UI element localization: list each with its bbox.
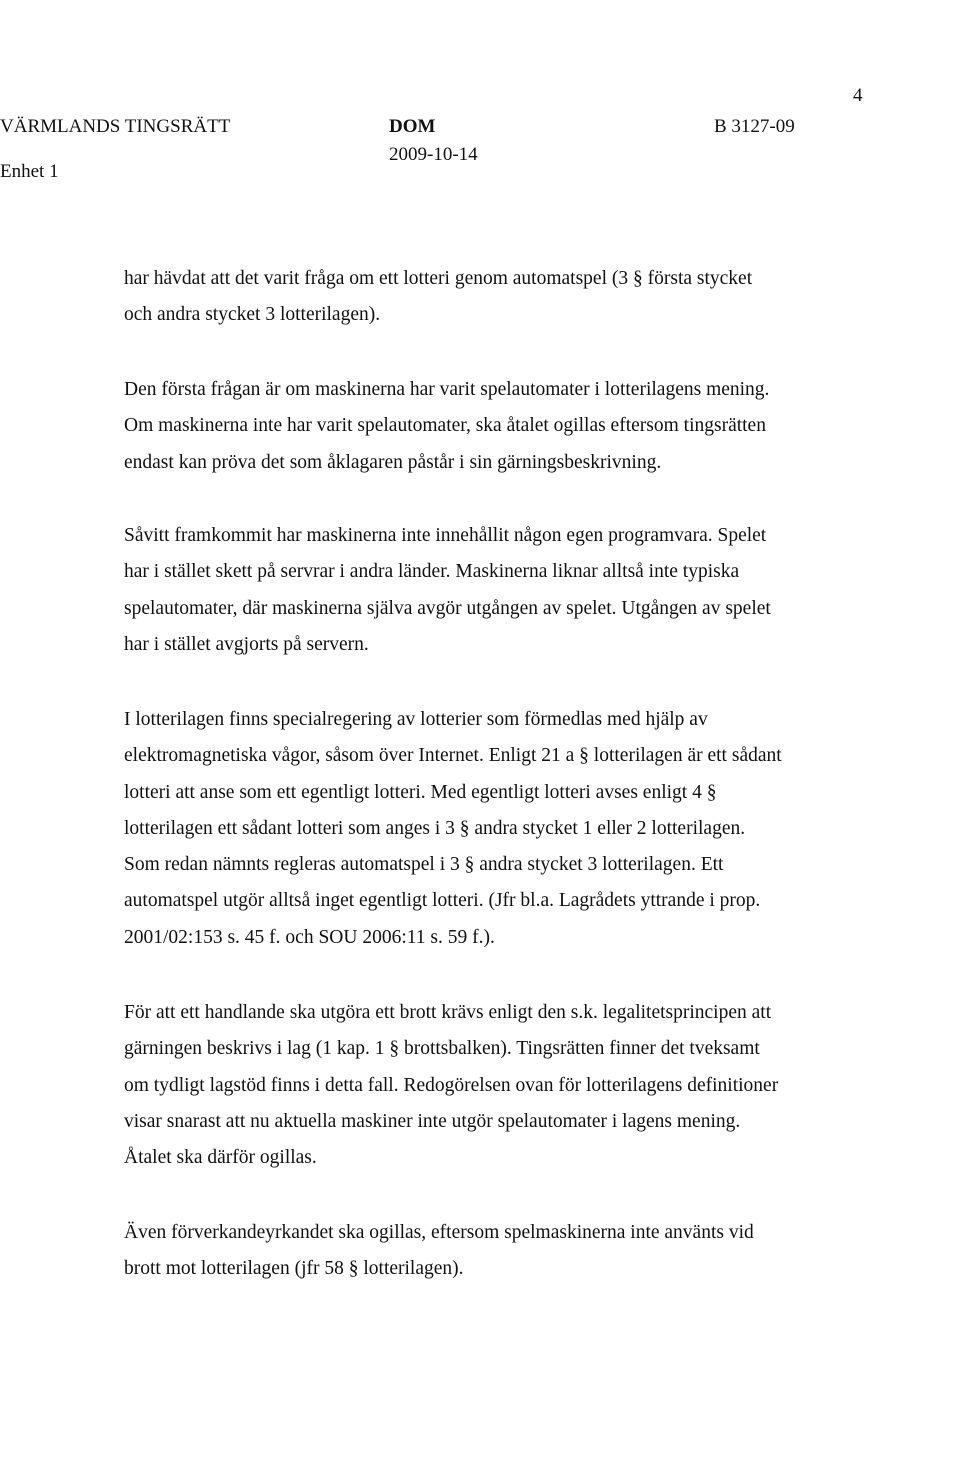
body-paragraph: [124, 372, 864, 481]
case-number: B 3127-09: [714, 116, 795, 137]
paragraph-line: om tydligt lagstöd finns i detta fall. Redogörelsen ovan för lotterilagens definitioner: [124, 1074, 779, 1096]
paragraph-line: För att ett handlande ska utgöra ett brott krävs enligt den s.k. legalitetsprincipen att: [124, 1002, 772, 1023]
paragraph-line: spelautomater, där maskinerna själva avgör utgången av spelet. Utgången av spelet: [124, 597, 771, 619]
paragraph-line: brott mot lotterilagen (jfr 58 § lotterilagen).: [124, 1258, 464, 1280]
paragraph-line: lotteri att anse som ett egentligt lotteri. Med egentligt lotteri avses enligt 4 §: [124, 781, 717, 803]
paragraph-line: har i stället skett på servrar i andra länder. Maskinerna liknar alltså inte typiska: [124, 561, 740, 583]
page-number: 4: [853, 85, 863, 106]
body-paragraph: [124, 1215, 864, 1288]
body-paragraph: [124, 261, 864, 334]
paragraph-line: har i stället avgjorts på servern.: [124, 633, 369, 655]
paragraph-line: Även förverkandeyrkandet ska ogillas, eftersom spelmaskinerna inte använts vid: [124, 1222, 754, 1243]
paragraph-line: lotterilagen ett sådant lotteri som anges i 3 § andra stycket 1 eller 2 lotterilagen.: [124, 817, 746, 839]
paragraph-line: Såvitt framkommit har maskinerna inte innehållit någon egen programvara. Spelet: [124, 525, 767, 546]
paragraph-line: Som redan nämnts regleras automatspel i 3 § andra stycket 3 lotterilagen. Ett: [124, 854, 724, 876]
court-name: VÄRMLANDS TINGSRÄTT: [0, 116, 231, 137]
paragraph-line: har hävdat att det varit fråga om ett lotteri genom automatspel (3 § första stycket: [124, 268, 753, 289]
document-date: 2009-10-14: [389, 144, 478, 165]
paragraph-line: Åtalet ska därför ogillas.: [124, 1147, 317, 1169]
paragraph-line: elektromagnetiska vågor, såsom över Internet. Enligt 21 a § lotterilagen är ett sådant: [124, 745, 782, 767]
body-paragraph: [124, 702, 864, 956]
paragraph-line: och andra stycket 3 lotterilagen).: [124, 304, 381, 326]
document-type: DOM: [389, 116, 436, 137]
paragraph-line: 2001/02:153 s. 45 f. och SOU 2006:11 s. 59 f.).: [124, 926, 495, 948]
paragraph-line: visar snarast att nu aktuella maskiner inte utgör spelautomater i lagens mening.: [124, 1110, 741, 1132]
paragraph-line: endast kan pröva det som åklagaren påstår i sin gärningsbeskrivning.: [124, 451, 662, 473]
paragraph-line: Om maskinerna inte har varit spelautomater, ska åtalet ogillas eftersom tingsrätten: [124, 415, 766, 437]
body-paragraph: [124, 995, 864, 1176]
unit-name: Enhet 1: [0, 161, 59, 182]
paragraph-line: automatspel utgör alltså inget egentligt lotteri. (Jfr bl.a. Lagrådets yttrande i prop.: [124, 890, 761, 912]
paragraph-line: gärningen beskrivs i lag (1 kap. 1 § brottsbalken). Tingsrätten finner det tveksamt: [124, 1038, 760, 1060]
paragraph-line: Den första frågan är om maskinerna har varit spelautomater i lotterilagens mening.: [124, 379, 770, 400]
paragraph-line: I lotterilagen finns specialregering av lotterier som förmedlas med hjälp av: [124, 709, 708, 730]
body-paragraph: [124, 518, 864, 663]
